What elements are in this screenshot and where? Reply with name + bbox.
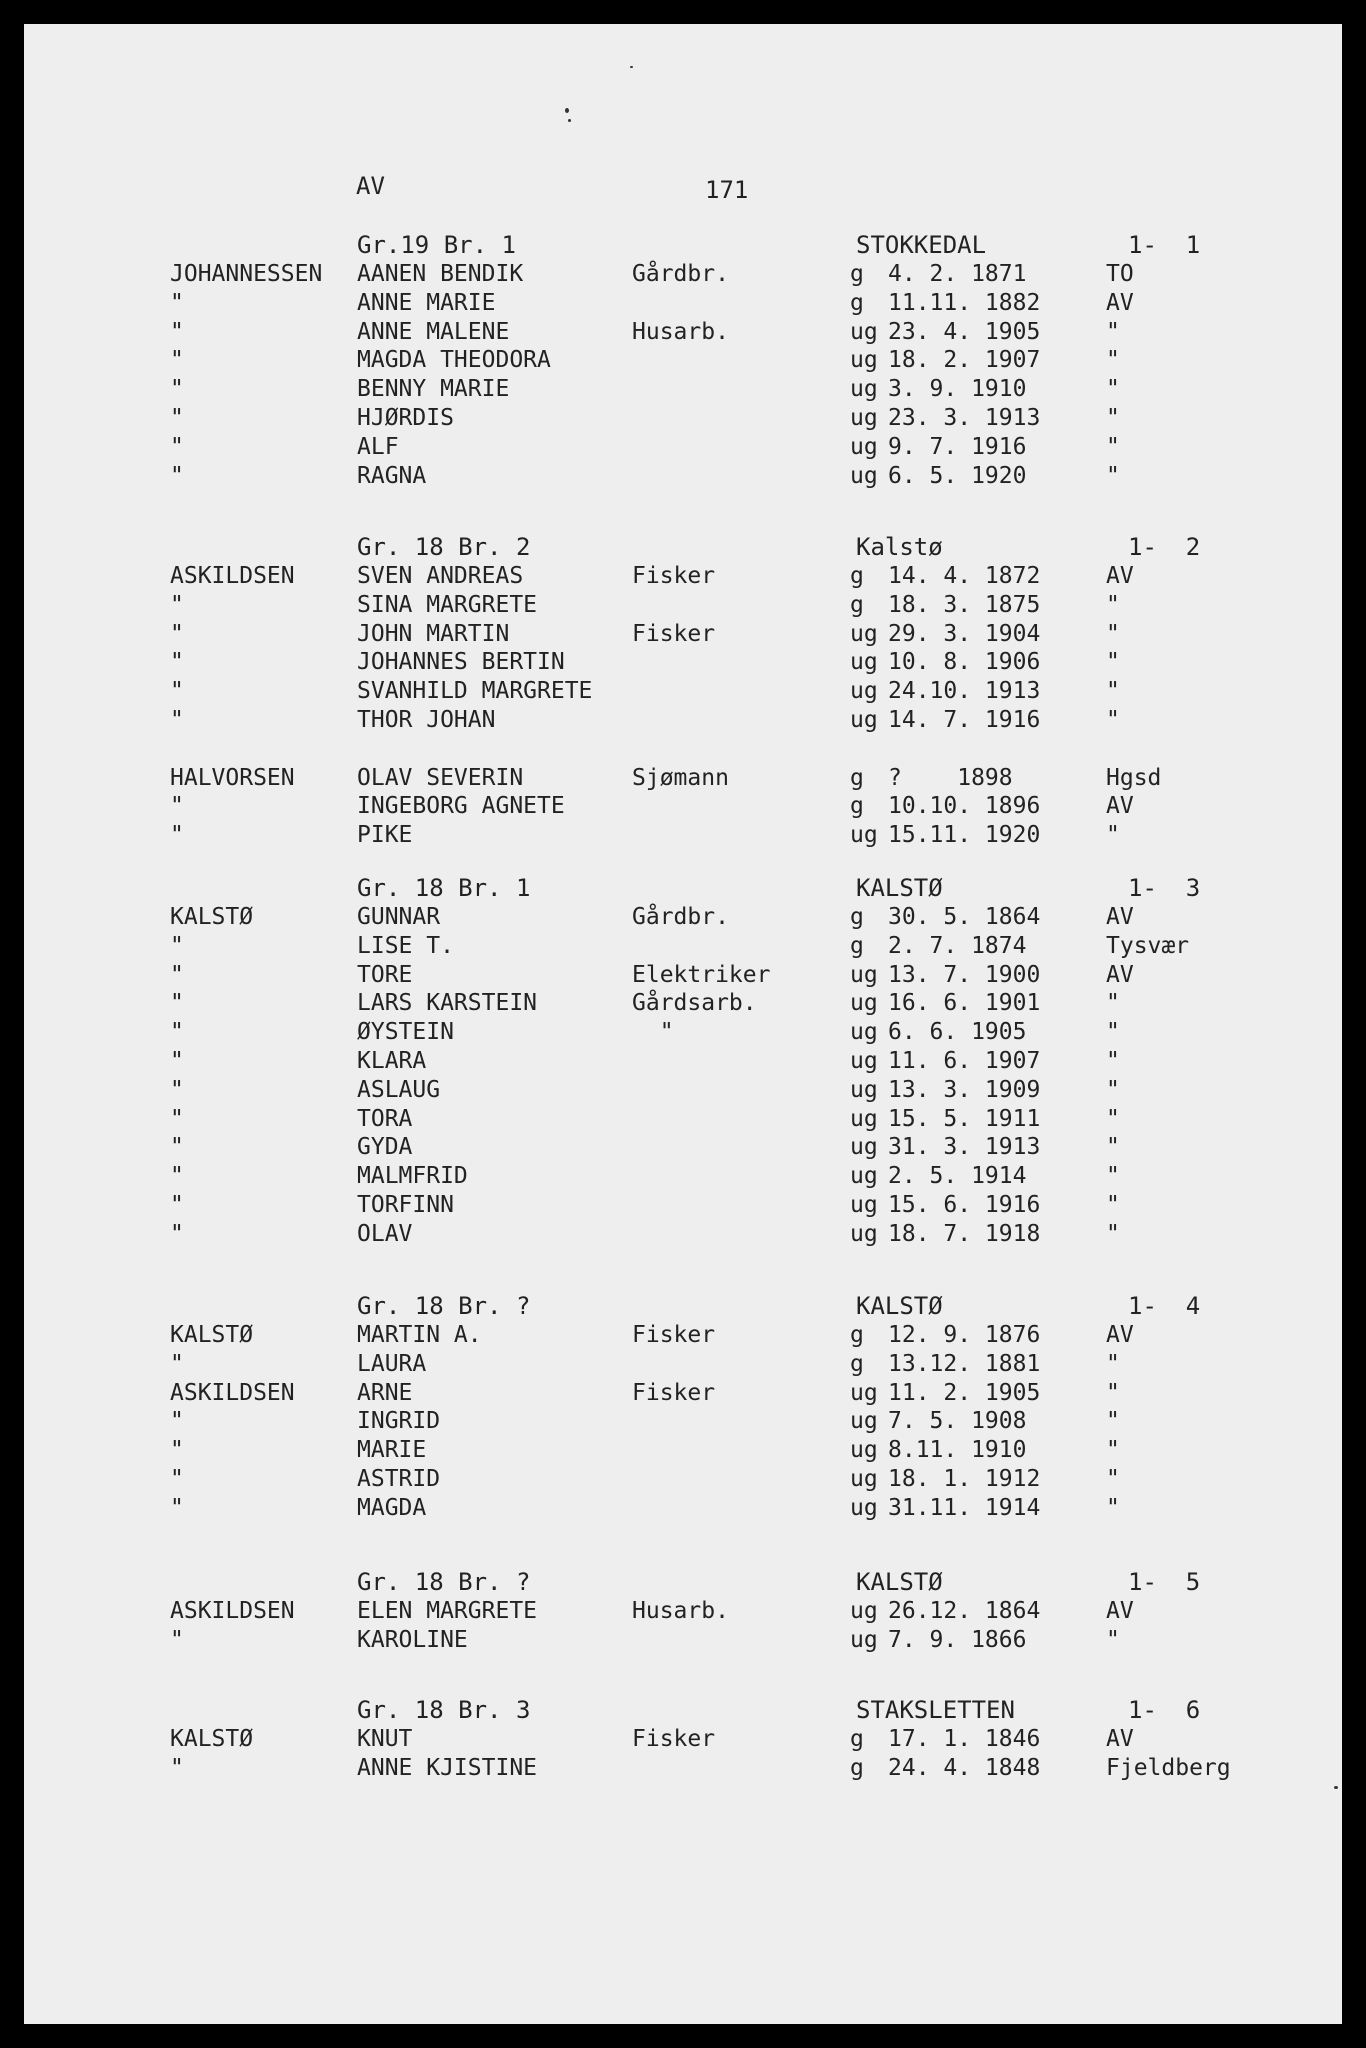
person-row xyxy=(0,707,1366,736)
person-surname: " xyxy=(170,1408,184,1435)
person-place: " xyxy=(1106,1408,1120,1435)
person-row xyxy=(0,678,1366,707)
person-surname: " xyxy=(170,1494,184,1521)
household-group xyxy=(0,1292,1366,1524)
person-surname: " xyxy=(170,793,184,820)
person-status: g xyxy=(850,563,864,589)
farm-name: STOKKEDAL xyxy=(856,231,987,259)
person-status: g xyxy=(850,932,864,959)
person-given: SVEN ANDREAS xyxy=(357,563,524,589)
header-code: AV xyxy=(356,172,385,200)
person-surname: " xyxy=(170,462,184,489)
person-status: g xyxy=(850,1754,864,1781)
person-date: 15. 5. 1911 xyxy=(888,1105,1041,1132)
person-date: 14. 7. 1916 xyxy=(888,706,1041,733)
person-surname: " xyxy=(170,1465,184,1492)
person-given: MARIE xyxy=(357,1437,427,1464)
person-place: " xyxy=(1106,462,1120,489)
person-date: 18. 1. 1912 xyxy=(888,1465,1041,1492)
person-given: INGRID xyxy=(357,1408,441,1435)
household-group xyxy=(0,874,1366,1250)
person-date: 30. 5. 1864 xyxy=(888,904,1041,930)
person-occupation: Gårdbr. xyxy=(632,904,729,930)
person-given: GYDA xyxy=(357,1134,413,1161)
person-given: ELEN MARGRETE xyxy=(357,1598,538,1624)
person-row xyxy=(0,621,1366,650)
person-row xyxy=(0,463,1366,492)
person-date: 11. 6. 1907 xyxy=(888,1047,1041,1074)
person-given: TORFINN xyxy=(357,1191,454,1218)
person-date: 3. 9. 1910 xyxy=(888,376,1027,403)
person-given: SVANHILD MARGRETE xyxy=(357,678,593,705)
person-place: " xyxy=(1106,1437,1120,1464)
person-status: ug xyxy=(850,620,878,647)
household-number: 1- 1 xyxy=(1128,231,1201,259)
person-surname: " xyxy=(170,1191,184,1218)
scan-speck xyxy=(1334,1786,1338,1789)
person-date: 14. 4. 1872 xyxy=(888,563,1041,589)
person-date: 7. 9. 1866 xyxy=(888,1626,1027,1653)
household-group xyxy=(0,231,1366,491)
person-surname: " xyxy=(170,1134,184,1161)
person-row xyxy=(0,347,1366,376)
person-place: " xyxy=(1106,1163,1120,1190)
person-row xyxy=(0,1408,1366,1437)
person-date: 23. 3. 1913 xyxy=(888,404,1041,431)
person-status: ug xyxy=(850,1437,878,1464)
person-row xyxy=(0,649,1366,678)
person-occupation: Sjømann xyxy=(632,764,729,791)
group-reference: Gr. 18 Br. 1 xyxy=(357,874,531,902)
person-status: g xyxy=(850,1726,864,1752)
person-place: " xyxy=(1106,1626,1120,1653)
person-place: AV xyxy=(1106,1598,1134,1624)
group-header xyxy=(0,874,1366,904)
person-status: ug xyxy=(850,347,878,374)
person-row xyxy=(0,1627,1366,1656)
person-date: 11.11. 1882 xyxy=(888,289,1041,316)
person-row xyxy=(0,736,1366,765)
household-number: 1- 5 xyxy=(1128,1568,1201,1596)
person-occupation: Husarb. xyxy=(632,318,729,345)
person-surname: " xyxy=(170,1626,184,1653)
person-surname: " xyxy=(170,404,184,431)
person-status: ug xyxy=(850,462,878,489)
person-place: " xyxy=(1106,591,1120,618)
group-reference: Gr. 18 Br. 3 xyxy=(357,1696,531,1724)
person-date: 15. 6. 1916 xyxy=(888,1191,1041,1218)
person-given: KAROLINE xyxy=(357,1626,468,1653)
person-status: ug xyxy=(850,1626,878,1653)
group-header xyxy=(0,1696,1366,1726)
person-row xyxy=(0,904,1366,933)
person-surname: " xyxy=(170,822,184,849)
person-row xyxy=(0,376,1366,405)
scan-speck xyxy=(630,66,633,68)
person-row xyxy=(0,1755,1366,1784)
person-surname: " xyxy=(170,706,184,733)
page-number: 171 xyxy=(705,176,749,204)
person-date: 10. 8. 1906 xyxy=(888,649,1041,676)
person-row xyxy=(0,990,1366,1019)
farm-name: STAKSLETTEN xyxy=(856,1696,1015,1724)
person-place: " xyxy=(1106,1379,1120,1406)
person-status: ug xyxy=(850,822,878,849)
person-surname: " xyxy=(170,1754,184,1781)
person-row xyxy=(0,1221,1366,1250)
person-row xyxy=(0,1380,1366,1409)
person-row xyxy=(0,1598,1366,1627)
person-status: ug xyxy=(850,1408,878,1435)
person-given: INGEBORG AGNETE xyxy=(357,793,565,820)
person-row xyxy=(0,1048,1366,1077)
person-given: JOHN MARTIN xyxy=(357,620,510,647)
person-date: 6. 6. 1905 xyxy=(888,1019,1027,1046)
person-place: " xyxy=(1106,990,1120,1017)
person-row xyxy=(0,1466,1366,1495)
person-given: LARS KARSTEIN xyxy=(357,990,538,1017)
person-surname: " xyxy=(170,649,184,676)
household-group xyxy=(0,1568,1366,1656)
person-date: 15.11. 1920 xyxy=(888,822,1041,849)
person-row xyxy=(0,1134,1366,1163)
person-given: HJØRDIS xyxy=(357,404,454,431)
person-place: " xyxy=(1106,1465,1120,1492)
person-status: ug xyxy=(850,1076,878,1103)
person-given: MAGDA xyxy=(357,1494,427,1521)
person-given: OLAV xyxy=(357,1220,413,1247)
person-place: " xyxy=(1106,1191,1120,1218)
person-status: ug xyxy=(850,1220,878,1247)
person-date: 13.12. 1881 xyxy=(888,1350,1041,1377)
person-given: JOHANNES BERTIN xyxy=(357,649,565,676)
person-place: " xyxy=(1106,822,1120,849)
person-date: 24. 4. 1848 xyxy=(888,1754,1041,1781)
person-row xyxy=(0,1726,1366,1755)
group-reference: Gr.19 Br. 1 xyxy=(357,231,516,259)
person-date: 4. 2. 1871 xyxy=(888,261,1027,287)
person-status: ug xyxy=(850,1191,878,1218)
person-status: g xyxy=(850,1322,864,1348)
person-surname: ASKILDSEN xyxy=(170,563,295,589)
person-place: Tysvær xyxy=(1106,932,1190,959)
person-place: Hgsd xyxy=(1106,764,1162,791)
person-place: " xyxy=(1106,620,1120,647)
person-place: " xyxy=(1106,318,1120,345)
person-row xyxy=(0,290,1366,319)
person-occupation: Elektriker xyxy=(632,961,771,988)
person-date: 2. 7. 1874 xyxy=(888,932,1027,959)
person-surname: " xyxy=(170,1047,184,1074)
person-occupation: Fisker xyxy=(632,1379,716,1406)
person-status: ug xyxy=(850,1134,878,1161)
person-status: ug xyxy=(850,433,878,460)
person-surname: " xyxy=(170,591,184,618)
person-date: 31. 3. 1913 xyxy=(888,1134,1041,1161)
person-surname: " xyxy=(170,376,184,403)
person-place: AV xyxy=(1106,961,1134,988)
person-date: 9. 7. 1916 xyxy=(888,433,1027,460)
person-date: 2. 5. 1914 xyxy=(888,1163,1027,1190)
person-surname: " xyxy=(170,1437,184,1464)
person-surname: " xyxy=(170,347,184,374)
person-given: LISE T. xyxy=(357,932,454,959)
person-date: 11. 2. 1905 xyxy=(888,1379,1041,1406)
person-status: ug xyxy=(850,1494,878,1521)
person-given: LAURA xyxy=(357,1350,427,1377)
person-row xyxy=(0,1437,1366,1466)
person-place: " xyxy=(1106,376,1120,403)
person-row xyxy=(0,1163,1366,1192)
person-row xyxy=(0,434,1366,463)
group-reference: Gr. 18 Br. 2 xyxy=(357,533,531,561)
person-status: ug xyxy=(850,1379,878,1406)
person-given: ASTRID xyxy=(357,1465,441,1492)
person-status: g xyxy=(850,591,864,618)
person-place: " xyxy=(1106,706,1120,733)
person-date: ? 1898 xyxy=(888,764,1013,791)
person-row xyxy=(0,933,1366,962)
person-row xyxy=(0,1192,1366,1221)
person-place: " xyxy=(1106,433,1120,460)
person-occupation: Gårdsarb. xyxy=(632,990,757,1017)
person-row xyxy=(0,822,1366,851)
person-surname: HALVORSEN xyxy=(170,764,295,791)
person-status: ug xyxy=(850,318,878,345)
person-date: 24.10. 1913 xyxy=(888,678,1041,705)
person-row xyxy=(0,765,1366,794)
person-place: " xyxy=(1106,1105,1120,1132)
person-given: ARNE xyxy=(357,1379,413,1406)
household-number: 1- 3 xyxy=(1128,874,1201,902)
household-group xyxy=(0,1696,1366,1784)
person-given: RAGNA xyxy=(357,462,427,489)
person-surname: KALSTØ xyxy=(170,904,254,930)
farm-name: KALSTØ xyxy=(856,1568,943,1596)
person-given: SINA MARGRETE xyxy=(357,591,538,618)
person-date: 16. 6. 1901 xyxy=(888,990,1041,1017)
person-surname: " xyxy=(170,1220,184,1247)
scan-speck xyxy=(568,119,571,122)
person-date: 18. 7. 1918 xyxy=(888,1220,1041,1247)
scan-speck xyxy=(565,108,569,113)
person-surname: ASKILDSEN xyxy=(170,1598,295,1624)
person-place: " xyxy=(1106,404,1120,431)
person-occupation: Husarb. xyxy=(632,1598,729,1624)
person-date: 7. 5. 1908 xyxy=(888,1408,1027,1435)
person-given: OLAV SEVERIN xyxy=(357,764,524,791)
person-place: AV xyxy=(1106,793,1134,820)
person-occupation: Fisker xyxy=(632,620,716,647)
person-surname: " xyxy=(170,318,184,345)
person-surname: " xyxy=(170,932,184,959)
person-row xyxy=(0,793,1366,822)
person-surname: KALSTØ xyxy=(170,1726,254,1752)
person-given: BENNY MARIE xyxy=(357,376,510,403)
person-given: THOR JOHAN xyxy=(357,706,496,733)
person-row xyxy=(0,319,1366,348)
person-surname: " xyxy=(170,1350,184,1377)
person-row xyxy=(0,261,1366,290)
person-row xyxy=(0,962,1366,991)
person-status: ug xyxy=(850,990,878,1017)
person-status: g xyxy=(850,764,864,791)
person-date: 13. 7. 1900 xyxy=(888,961,1041,988)
person-occupation: Fisker xyxy=(632,1322,716,1348)
person-status: ug xyxy=(850,1019,878,1046)
person-given: ANNE KJISTINE xyxy=(357,1754,538,1781)
person-surname: " xyxy=(170,433,184,460)
person-date: 31.11. 1914 xyxy=(888,1494,1041,1521)
person-place: " xyxy=(1106,1350,1120,1377)
person-occupation: Gårdbr. xyxy=(632,261,729,287)
group-reference: Gr. 18 Br. ? xyxy=(357,1568,531,1596)
person-date: 17. 1. 1846 xyxy=(888,1726,1041,1752)
person-row xyxy=(0,1106,1366,1135)
person-given: ANNE MALENE xyxy=(357,318,510,345)
person-given: TORA xyxy=(357,1105,413,1132)
person-row xyxy=(0,1322,1366,1351)
person-place: " xyxy=(1106,1134,1120,1161)
person-surname: " xyxy=(170,1105,184,1132)
person-date: 8.11. 1910 xyxy=(888,1437,1027,1464)
person-row xyxy=(0,1019,1366,1048)
person-status: ug xyxy=(850,1047,878,1074)
person-surname: " xyxy=(170,961,184,988)
person-surname: " xyxy=(170,990,184,1017)
person-row xyxy=(0,563,1366,592)
person-place: AV xyxy=(1106,289,1134,316)
person-row xyxy=(0,1351,1366,1380)
person-given: MAGDA THEODORA xyxy=(357,347,551,374)
person-occupation: Fisker xyxy=(632,1726,716,1752)
farm-name: Kalstø xyxy=(856,533,943,561)
person-surname: " xyxy=(170,678,184,705)
person-occupation: Fisker xyxy=(632,563,716,589)
person-given: ALF xyxy=(357,433,399,460)
person-status: ug xyxy=(850,376,878,403)
person-place: " xyxy=(1106,1019,1120,1046)
person-status: ug xyxy=(850,1465,878,1492)
household-group xyxy=(0,533,1366,851)
person-row xyxy=(0,1495,1366,1524)
person-place: AV xyxy=(1106,563,1134,589)
person-status: g xyxy=(850,289,864,316)
person-given: TORE xyxy=(357,961,413,988)
person-surname: " xyxy=(170,1019,184,1046)
farm-name: KALSTØ xyxy=(856,1292,943,1320)
household-number: 1- 4 xyxy=(1128,1292,1201,1320)
person-given: MARTIN A. xyxy=(357,1322,482,1348)
person-occupation: " xyxy=(632,1019,674,1046)
person-status: ug xyxy=(850,961,878,988)
person-place: AV xyxy=(1106,1726,1134,1752)
person-given: MALMFRID xyxy=(357,1163,468,1190)
person-place: AV xyxy=(1106,904,1134,930)
person-status: ug xyxy=(850,706,878,733)
group-header xyxy=(0,231,1366,261)
person-status: ug xyxy=(850,1163,878,1190)
person-status: g xyxy=(850,1350,864,1377)
person-status: ug xyxy=(850,1105,878,1132)
person-date: 26.12. 1864 xyxy=(888,1598,1041,1624)
person-date: 10.10. 1896 xyxy=(888,793,1041,820)
person-place: TO xyxy=(1106,261,1134,287)
person-status: ug xyxy=(850,1598,878,1624)
person-place: " xyxy=(1106,1047,1120,1074)
person-place: AV xyxy=(1106,1322,1134,1348)
person-date: 6. 5. 1920 xyxy=(888,462,1027,489)
group-header xyxy=(0,533,1366,563)
group-reference: Gr. 18 Br. ? xyxy=(357,1292,531,1320)
person-date: 18. 3. 1875 xyxy=(888,591,1041,618)
person-surname: ASKILDSEN xyxy=(170,1379,295,1406)
person-status: ug xyxy=(850,678,878,705)
person-status: ug xyxy=(850,404,878,431)
person-place: " xyxy=(1106,1076,1120,1103)
person-status: ug xyxy=(850,649,878,676)
person-row xyxy=(0,405,1366,434)
person-given: ANNE MARIE xyxy=(357,289,496,316)
group-header xyxy=(0,1292,1366,1322)
household-number: 1- 2 xyxy=(1128,533,1201,561)
household-number: 1- 6 xyxy=(1128,1696,1201,1724)
person-given: KNUT xyxy=(357,1726,413,1752)
person-surname: KALSTØ xyxy=(170,1322,254,1348)
person-surname: " xyxy=(170,289,184,316)
person-surname: " xyxy=(170,620,184,647)
person-given: ØYSTEIN xyxy=(357,1019,454,1046)
person-date: 13. 3. 1909 xyxy=(888,1076,1041,1103)
person-date: 23. 4. 1905 xyxy=(888,318,1041,345)
farm-name: KALSTØ xyxy=(856,874,943,902)
person-given: PIKE xyxy=(357,822,413,849)
person-row xyxy=(0,592,1366,621)
person-surname: " xyxy=(170,1163,184,1190)
person-status: g xyxy=(850,904,864,930)
person-place: " xyxy=(1106,1494,1120,1521)
person-given: KLARA xyxy=(357,1047,427,1074)
person-given: AANEN BENDIK xyxy=(357,261,524,287)
person-place: " xyxy=(1106,649,1120,676)
person-date: 18. 2. 1907 xyxy=(888,347,1041,374)
group-header xyxy=(0,1568,1366,1598)
person-place: Fjeldberg xyxy=(1106,1754,1231,1781)
person-place: " xyxy=(1106,347,1120,374)
person-given: ASLAUG xyxy=(357,1076,441,1103)
person-place: " xyxy=(1106,1220,1120,1247)
person-surname: " xyxy=(170,1076,184,1103)
person-given: GUNNAR xyxy=(357,904,441,930)
person-place: " xyxy=(1106,678,1120,705)
person-surname: JOHANNESSEN xyxy=(170,261,323,287)
person-status: g xyxy=(850,793,864,820)
person-row xyxy=(0,1077,1366,1106)
person-status: g xyxy=(850,261,864,287)
person-date: 29. 3. 1904 xyxy=(888,620,1041,647)
person-date: 12. 9. 1876 xyxy=(888,1322,1041,1348)
